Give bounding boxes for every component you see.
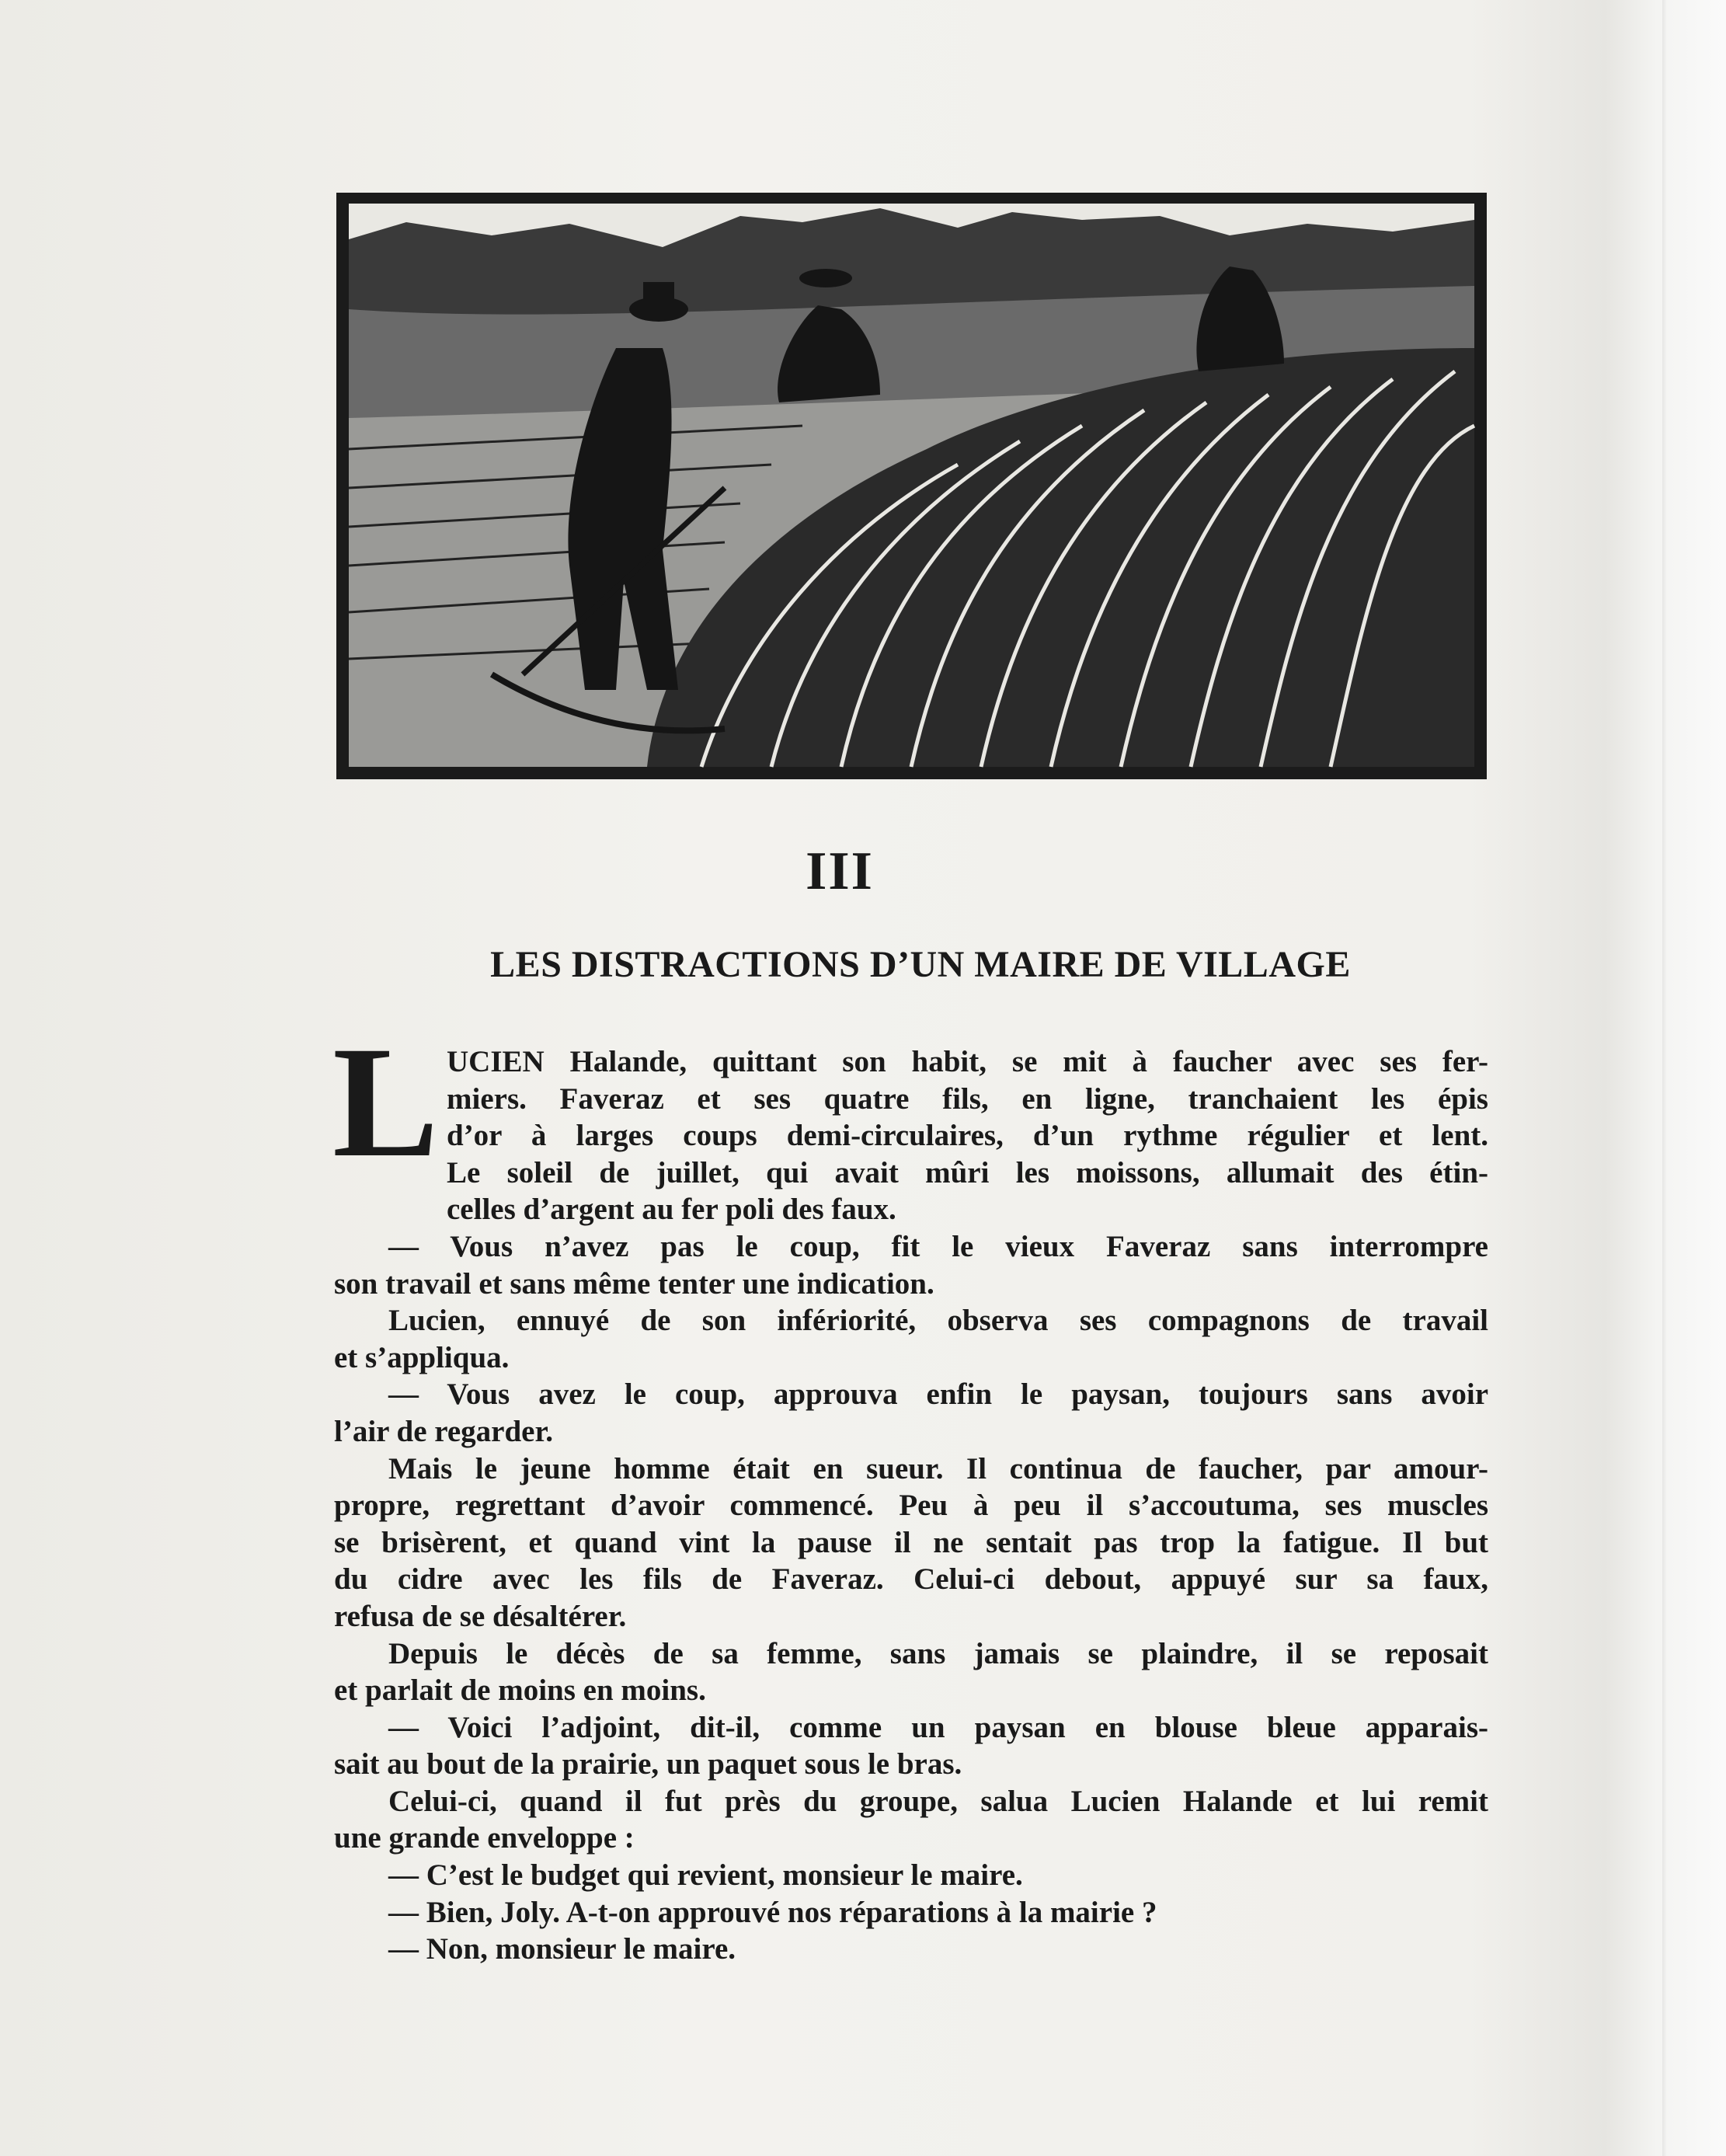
text-line: l’air de regarder. — [334, 1414, 553, 1448]
text-line — [447, 1043, 1488, 1081]
text-line: — C’est le budget qui revient, monsieur le maire. — [388, 1858, 1023, 1893]
text-line: Celui-ci, quand il fut près du groupe, salua Lucien Halande et lui remit — [388, 1784, 1488, 1818]
text-line: — Non, monsieur le maire. — [388, 1932, 736, 1966]
text-line: Mais le jeune homme était en sueur. Il continua de faucher, par amour- — [388, 1451, 1488, 1486]
first-word-small-caps: UCIEN — [447, 1045, 545, 1078]
text-line: Lucien, ennuyé de son infériorité, observa ses compagnons de travail — [388, 1304, 1488, 1338]
text-line: propre, regrettant d’avoir commencé. Peu à peu il s’accoutuma, ses muscles — [334, 1489, 1488, 1523]
text-line: et parlait de moins en moins. — [334, 1674, 706, 1708]
drop-cap: L — [332, 1014, 439, 1190]
text-line: se brisèrent, et quand vint la pause il ne sentait pas trop la fatigue. Il but — [334, 1525, 1488, 1559]
text-line: — Vous avez le coup, approuva enfin le paysan, toujours sans avoir — [388, 1378, 1488, 1412]
text-line-rest: Halande, quittant son habit, se mit à faucher avec ses fer- — [544, 1045, 1488, 1078]
text-line: sait au bout de la prairie, un paquet sous le bras. — [334, 1747, 962, 1782]
text-line: d’or à larges coups demi-circulaires, d’un rythme régulier et lent. — [447, 1119, 1488, 1153]
text-line: miers. Faveraz et ses quatre fils, en ligne, tranchaient les épis — [447, 1081, 1488, 1116]
text-line: Depuis le décès de sa femme, sans jamais se plaindre, il se reposait — [388, 1636, 1488, 1670]
text-line: et s’appliqua. — [334, 1340, 510, 1374]
text-line: — Voici l’adjoint, dit-il, comme un paysan en blouse bleue apparais- — [388, 1710, 1488, 1744]
page-edge-shadow — [1662, 0, 1667, 2156]
text-line: Le soleil de juillet, qui avait mûri les moissons, allumait des étin- — [447, 1155, 1488, 1189]
chapter-number: III — [806, 841, 874, 901]
woodcut-harvest-scene-image — [336, 193, 1487, 779]
text-line: refusa de se désaltérer. — [334, 1599, 627, 1633]
text-line: son travail et sans même tenter une indication. — [334, 1266, 934, 1301]
text-line: — Bien, Joly. A-t-on approuvé nos réparations à la mairie ? — [388, 1895, 1157, 1929]
chapter-title: LES DISTRACTIONS D’UN MAIRE DE VILLAGE — [490, 944, 1351, 985]
chapter-body-text — [334, 1043, 1488, 1968]
text-line: une grande enveloppe : — [334, 1821, 635, 1855]
text-line: celles d’argent au fer poli des faux. — [447, 1193, 896, 1227]
text-line: du cidre avec les fils de Faveraz. Celui-ci debout, appuyé sur sa faux, — [334, 1562, 1488, 1597]
text-line: — Vous n’avez pas le coup, fit le vieux Faveraz sans interrompre — [388, 1229, 1488, 1263]
